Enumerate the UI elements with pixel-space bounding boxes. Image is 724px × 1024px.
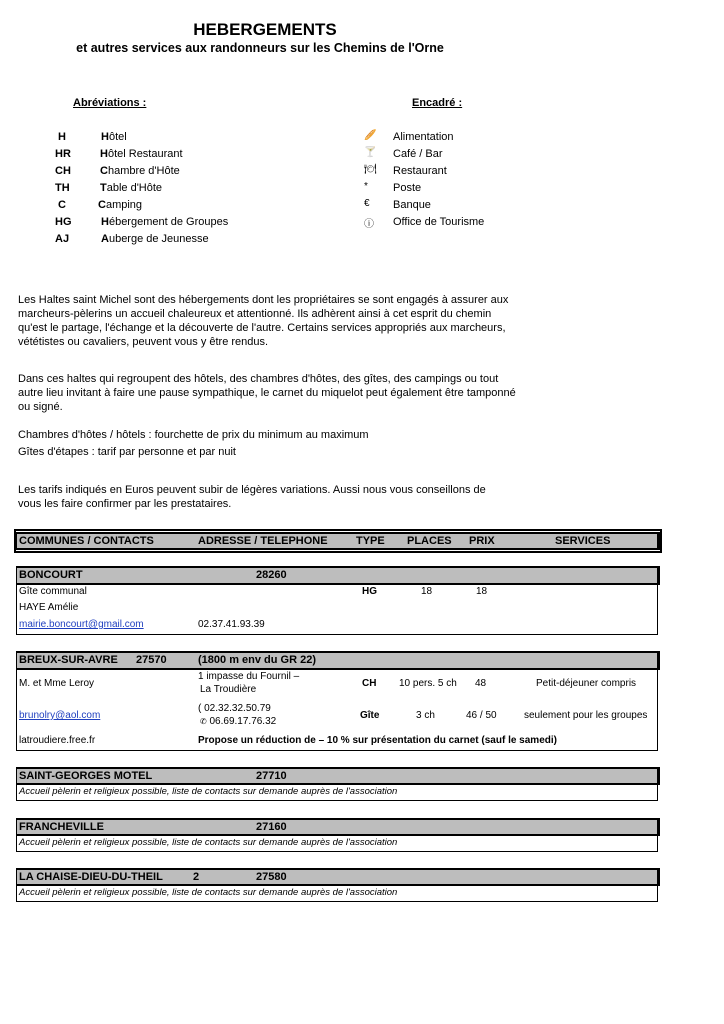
prix-value: 46 / 50 <box>466 710 497 721</box>
section-body <box>16 836 658 852</box>
commune-extra: 2 <box>193 871 200 883</box>
prix-value: 48 <box>475 678 487 689</box>
promo-note: Propose un réduction de – 10 % sur présentation du carnet (sauf le samedi) <box>198 735 557 746</box>
euro-icon: € <box>364 198 370 209</box>
type-value: HG <box>362 586 377 597</box>
section-body-breux <box>16 670 658 751</box>
section-body <box>16 785 658 801</box>
intro-paragraph: Les Haltes saint Michel sont des hébergements dont les propriétaires se sont engagés à assurer aux marcheurs-pèlerins un accueil chaleureux et attentionné. Ils adhèrent ainsi à cet esprit du chemin qu'est le partage, l'échange et la découverte de l'autre. Certains services appropriés aux marcheurs, vététistes ou cavaliers, peuvent vous y être rendus. <box>18 294 509 348</box>
abbreviation-code: HG <box>55 216 72 228</box>
services-value: seulement pour les groupes <box>524 710 648 721</box>
price-range-note: Chambres d'hôtes / hôtels : fourchette de prix du minimum au maximum <box>18 429 369 441</box>
legend-label: Poste <box>393 182 422 194</box>
section-note: Accueil pèlerin et religieux possible, liste de contacts sur demande auprès de l'association <box>19 887 398 898</box>
bread-icon: 🥖 <box>364 130 377 141</box>
commune-name: BONCOURT <box>19 569 83 581</box>
commune-zip: 27160 <box>256 821 287 833</box>
services-value: Petit-déjeuner compris <box>536 678 637 689</box>
contact-name: M. et Mme Leroy <box>19 678 95 689</box>
section-header <box>16 767 660 785</box>
haltes-paragraph: Dans ces haltes qui regroupent des hôtels, des chambres d'hôtes, des gîtes, des campings ou tout autre lieu invitant à faire une pause sympathique, le carnet du miquelot peut également être tamponné ou signé. <box>18 373 516 413</box>
prix-value: 18 <box>476 586 488 597</box>
type-value: Gîte <box>360 710 380 721</box>
address-line-2: La Troudière <box>200 684 257 695</box>
commune-name: FRANCHEVILLE <box>19 821 104 833</box>
col-services: SERVICES <box>555 535 611 547</box>
places-value: 10 pers. 5 ch <box>399 678 457 689</box>
abbreviation-meaning: Hébergement de Groupes <box>101 216 229 228</box>
commune-name: SAINT-GEORGES MOTEL <box>19 770 153 782</box>
commune-zip: 27710 <box>256 770 287 782</box>
contact-name: Gîte communal <box>19 586 87 597</box>
mobile-icon: ✆ <box>200 717 207 726</box>
col-places: PLACES <box>407 535 452 547</box>
abbreviation-code: CH <box>55 165 71 177</box>
abbreviation-meaning: Table d'Hôte <box>100 182 163 194</box>
abbreviation-code: TH <box>55 182 70 194</box>
table-header <box>16 532 660 550</box>
commune-zip: 28260 <box>256 569 287 581</box>
places-value: 3 ch <box>416 710 435 721</box>
abbreviations-heading: Abréviations : <box>73 97 147 109</box>
type-value: CH <box>362 678 377 689</box>
address-line-1: 1 impasse du Fournil – <box>198 671 300 682</box>
abbreviation-code: AJ <box>55 233 70 245</box>
section-note: Accueil pèlerin et religieux possible, liste de contacts sur demande auprès de l'association <box>19 837 398 848</box>
plate-icon: 🍽 <box>364 164 377 175</box>
legend-label: Restaurant <box>393 165 447 177</box>
section-header <box>16 818 660 836</box>
legend-label: Banque <box>393 199 431 211</box>
abbreviation-code: HR <box>55 148 71 160</box>
commune-zip: 27580 <box>256 871 287 883</box>
abbreviation-meaning: Hôtel Restaurant <box>100 148 183 160</box>
phone-number: 02.37.41.93.39 <box>198 619 265 630</box>
gite-price-note: Gîtes d'étapes : tarif par personne et par nuit <box>18 446 236 458</box>
abbreviation-meaning: Camping <box>98 199 143 211</box>
section-note: Accueil pèlerin et religieux possible, liste de contacts sur demande auprès de l'association <box>19 786 398 797</box>
section-body-boncourt <box>16 585 658 635</box>
col-communes: COMMUNES / CONTACTS <box>19 535 154 547</box>
abbreviation-meaning: Hôtel <box>101 131 127 143</box>
legend-label: Café / Bar <box>393 148 443 160</box>
section-header <box>16 868 660 886</box>
legend-heading: Encadré : <box>412 97 463 109</box>
page-subtitle: et autres services aux randonneurs sur les Chemins de l'Orne <box>76 41 444 55</box>
legend-label: Office de Tourisme <box>393 216 485 228</box>
section-header-boncourt <box>16 566 660 585</box>
col-prix: PRIX <box>469 535 495 547</box>
website-link[interactable]: latroudiere.free.fr <box>19 735 96 746</box>
page-title: HEBERGEMENTS <box>193 20 337 39</box>
commune-name: BREUX-SUR-AVRE <box>19 654 118 666</box>
tarifs-paragraph: Les tarifs indiqués en Euros peuvent subir de légères variations. Aussi nous vous conseillons de vous les faire confirmer par les prestataires. <box>18 484 486 510</box>
email-link[interactable]: brunolry@aol.com <box>19 710 101 721</box>
abbreviation-code: H <box>58 131 66 143</box>
legend-label: Alimentation <box>393 131 454 143</box>
commune-zip: 27570 <box>136 654 167 666</box>
mobile-number: ✆ 06.69.17.76.32 <box>200 716 277 727</box>
abbreviation-meaning: Chambre d'Hôte <box>100 165 180 177</box>
commune-note: (1800 m env du GR 22) <box>198 654 316 666</box>
info-icon: ⓘ <box>364 219 374 230</box>
abbreviation-code: C <box>58 199 66 211</box>
email-link[interactable]: mairie.boncourt@gmail.com <box>19 619 144 630</box>
abbreviation-meaning: Auberge de Jeunesse <box>101 233 209 245</box>
places-value: 18 <box>421 586 433 597</box>
col-type: TYPE <box>356 535 385 547</box>
glass-icon: 🍸 <box>364 147 377 158</box>
section-header-breux <box>16 651 660 670</box>
section-body <box>16 886 658 902</box>
col-adresse: ADRESSE / TELEPHONE <box>198 535 328 547</box>
phone-number: ( 02.32.32.50.79 <box>198 703 271 714</box>
asterisk-icon: * <box>364 181 368 192</box>
commune-name: LA CHAISE-DIEU-DU-THEIL <box>19 871 163 883</box>
contact-person: HAYE Amélie <box>19 602 79 613</box>
